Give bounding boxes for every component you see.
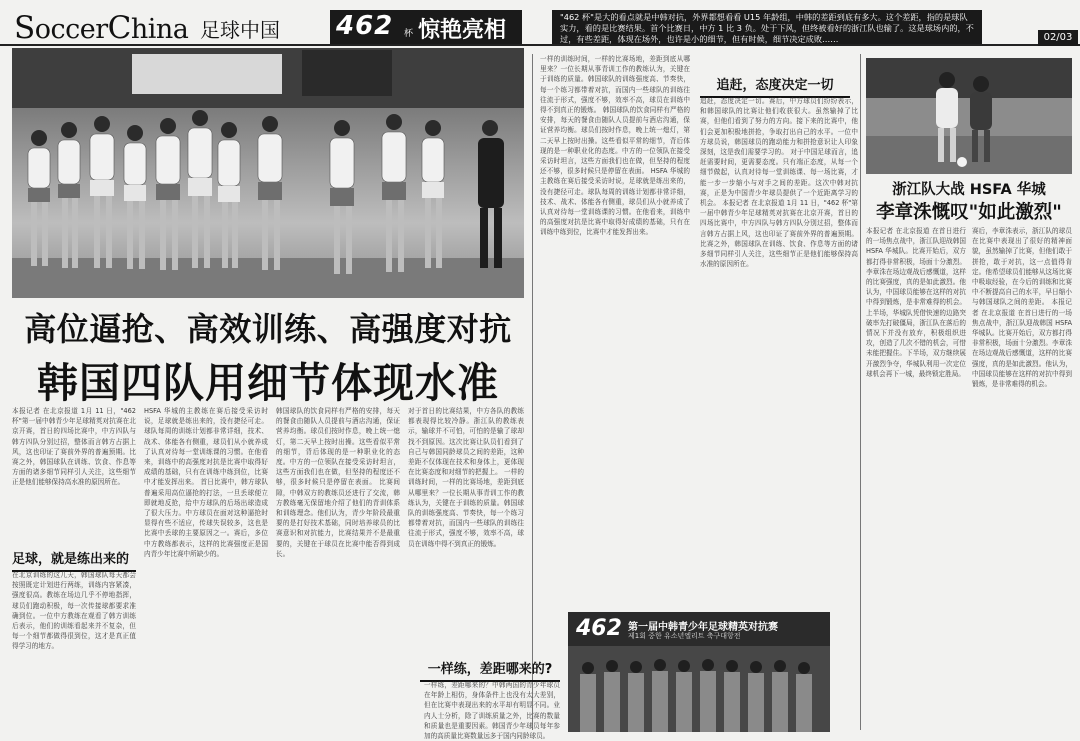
article-column-6	[700, 96, 858, 610]
article-column-5b-text: 韩国球队的饮食同样有严格的安排，每天的餐食由随队人员提前与酒店沟通，保证营养均衡。球员们按时作息，晚上统一熄灯，第二天早上按时出操。这些看似平常的细节，背后体现的是一种职业化的态度。中方的一位领队在接受采访时坦言，这些方面我们也在做，但坚持的程度还不够，很多时候只是停留在表面。	[540, 106, 691, 176]
column-rule-right	[860, 54, 861, 730]
article-column-4-text: 对于首日的比赛结果，中方各队的教练都表现得比较冷静。浙江队的教练表示，输球并不可怕，可怕的是输了球却找不到原因。这次比赛让队员们看到了自己与韩国同龄球员之间的差距，这种差距不仅体现在技术和身体上，更体现在比赛态度和对细节的把握上。	[408, 407, 524, 477]
ad-number: 462	[576, 616, 622, 641]
article-column-5-text: 一样的训练时间，一样的比赛场地，差距到底从哪里来？一位长期从事青训工作的教练认为，关键在于训练的质量。韩国球队的训练强度高、节奏快，每一个练习都带着对抗，而国内一些球队的训练往往流于形式，强度不够，效率不高，球员在训练中得不到真正的锻炼。	[540, 55, 690, 115]
article-column-5	[540, 54, 690, 610]
banner-number: 462	[336, 11, 394, 41]
right-column-1-text: 本报记者 在北京报道 在首日进行的一场焦点战中，浙江队迎战韩国 HSFA 华城队。比赛开始后，双方都打得非常积极，场面十分激烈。李章洙在场边观战后感慨道，这样的比赛强度，真的是如此激烈。他认为，中国球员能够在这样的对抗中得到锻炼，是非常难得的机会。	[866, 227, 966, 307]
article-column-1: 本报记者 在北京报道 1月 11 日，"462 杯"第一届中韩青少年足球精英对抗赛在北京开赛，首日的四场比赛中，中方四队与韩方四队分别过招，整体而言韩方占据上风，这也印证了赛前外界的普遍预期。比赛之外，韩国球队在训练、饮食、作息等方面的诸多细节同样引人关注，这些细节正是他们能够保持高水准的原因所在。	[12, 407, 136, 487]
team-group-photo	[568, 612, 830, 732]
article-column-6c-text: 本报记者 在北京报道 1月 11 日，"462 杯"第一届中韩青少年足球精英对抗赛在北京开赛，首日的四场比赛中，中方四队与韩方四队分别过招，整体而言韩方占据上风，这也印证了赛前外界的普遍预期。比赛之外，韩国球队在训练、饮食、作息等方面的诸多细节同样引人关注，这些细节正是他们能够保持高水准的原因所在。	[700, 199, 858, 269]
zhejiang-subheading: 浙江队大战 HSFA 华城	[892, 182, 1046, 198]
article-column-6b-text: 对于中国足球而言，追赶需要时间，更需要态度。只有端正态度，从每一个细节做起，认真对待每一堂训练课、每一场比赛，才能一步一步缩小与对手之间的差距。这次中韩对抗赛，正是为中国青少年球员提供了一个近距离学习的机会。	[700, 148, 859, 208]
banner-title: 惊艳亮相	[418, 18, 507, 43]
section-heading-chase: 追赶，态度决定一切	[700, 74, 850, 98]
zhejiang-headline: 李章洙慨叹"如此激烈"	[876, 202, 1062, 223]
article-column-3-text: 韩国球队的饮食同样有严格的安排，每天的餐食由随队人员提前与酒店沟通，保证营养均衡。球员们按时作息，晚上统一熄灯，第二天早上按时出操。这些看似平常的细节，背后体现的是一种职业化的态度。中方的一位领队在接受采访时坦言，这些方面我们也在做，但坚持的程度还不够，很多时候只是停留在表面。	[276, 407, 400, 487]
column-rule	[532, 54, 533, 730]
right-column-2b-text: 本报记者 在北京报道 在首日进行的一场焦点战中，浙江队迎战韩国 HSFA 华城队。比赛开始后，双方都打得非常积极，场面十分激烈。李章洙在场边观战后感慨道，这样的比赛强度，真的是如此激烈。他认为，中国球员能够在这样的对抗中得到锻炼，是非常难得的机会。	[972, 298, 1072, 389]
issue-info-icon	[988, 12, 1040, 44]
article-column-5c-text: HSFA 华城的主教练在赛后接受采访时说，足球就是练出来的，没有捷径可走。球队每周的训练计划都非常详细，技术、战术、体能各有侧重，球员们从小就养成了认真对待每一堂训练课的习惯。在他看来，训练中的高强度对抗是比赛中取得好成绩的基础，只有在训练中练到位，比赛中才能发挥出来。	[540, 167, 690, 237]
article-column-2	[144, 406, 268, 732]
section-heading-gap: 一样练，差距哪来的?	[420, 658, 560, 682]
masthead	[0, 0, 1080, 46]
right-column-2-text: 赛后，李章洙表示，浙江队的球员在比赛中表现出了很好的精神面貌，虽然输掉了比赛，但他们敢于拼抢，敢于对抗，这一点值得肯定。他希望球员们能够从这场比赛中吸取经验，在今后的训练和比赛中不断提高自己的水平，早日缩小与韩国球队之间的差距。	[972, 227, 1072, 307]
article-column-1b: 在北京训练的这几天，韩国球队每天都会按照既定计划进行两练，训练内容紧凑，强度很高。教练在场边几乎不停地指挥，球员们跑动积极，每一次传接球都要求准确到位。一位中方教练在观看了韩方训练后表示，他们的训练看起来并不复杂，但每一个细节都做得很到位，这才是真正值得学习的地方。	[12, 571, 136, 651]
article-column-6-text: 追赶，态度决定一切。赛后，中方球员们纷纷表示，和韩国球队的比赛让他们收获很大。虽然输掉了比赛，但他们看到了努力的方向。接下来的比赛中，他们会更加积极地拼抢，争取打出自己的水平。一位中方球员说，韩国球员的跑动能力和拼抢意识让人印象深刻，这是我们需要学习的。	[700, 97, 858, 157]
right-column-1	[866, 226, 966, 732]
page-number: 02/03	[1038, 30, 1078, 46]
headline-main: 韩国四队用细节体现水准	[37, 359, 499, 407]
article-column-gap: 一样练，差距哪来的？中韩两国的青少年球员在年龄上相仿，身体条件上也没有太大差别，但在比赛中表现出来的水平却有明显不同。业内人士分析，除了训练质量之外，比赛的数量和质量也是重要因素。韩国青少年球员每年参加的高质量比赛数量远多于国内同龄球员。	[424, 681, 560, 741]
lead-summary: "462 杯"是大的看点就是中韩对抗，外界都想看看 U15 年龄组，中韩的差距到底有多大。这个差距，指的是球队实力，看的是比赛结果。首个比赛日，中方 1 比 3 负。处于下风，但终被看好的浙江队也输了。这是球场内的，不过，有些差距，体现在场外，也许是小的细节，但有时候，细节决定成败……	[552, 10, 982, 44]
logo-chinese-title: 足球中国	[200, 18, 280, 42]
cup-banner	[330, 10, 522, 44]
soccer-china-logo: SoccerChina	[14, 10, 189, 46]
main-match-photo	[12, 48, 524, 298]
zhejiang-match-photo	[866, 58, 1072, 174]
article-column-4b-text: 一样的训练时间，一样的比赛场地，差距到底从哪里来？一位长期从事青训工作的教练认为，关键在于训练的质量。韩国球队的训练强度高、节奏快，每一个练习都带着对抗，而国内一些球队的训练往往流于形式，强度不够，效率不高，球员在训练中得不到真正的锻炼。	[408, 468, 524, 548]
article-column-3	[276, 406, 400, 732]
headline-subtitle: 高位逼抢、高效训练、高强度对抗	[24, 310, 512, 348]
article-column-2-text: HSFA 华城的主教练在赛后接受采访时说，足球就是练出来的，没有捷径可走。球队每周的训练计划都非常详细，技术、战术、体能各有侧重，球员们从小就养成了认真对待每一堂训练课的习惯。在他看来，训练中的高强度对抗是比赛中取得好成绩的基础，只有在训练中练到位，比赛中才能发挥出来。	[144, 407, 268, 487]
article-column-3b-text: 比赛间隙，中韩双方的教练员还进行了交流，韩方教练毫无保留地介绍了他们的青训体系和训练理念。他们认为，青少年阶段最重要的是打好技术基础，同时培养球员的比赛意识和对抗能力，比赛结果并不是最重要的，关键在于球员在比赛中能否得到成长。	[276, 478, 401, 558]
ad-title-cn: 第一届中韩青少年足球精英对抗赛	[628, 622, 778, 633]
article-column-2b-text: 首日比赛中，韩方球队普遍采用高位逼抢的打法，一旦丢球便立即就地反抢，给中方球队的后场出球造成了很大压力。中方球员在面对这种逼抢时显得有些不适应，传球失误较多，这也是比赛中丢球的主要原因之一。赛后，多位中方教练都表示，这样的比赛强度正是国内青少年比赛中所缺少的。	[144, 478, 269, 558]
section-heading-practice: 足球，就是练出来的	[12, 548, 136, 572]
ad-title-kr: 제1회 중한 유소년엘리트 축구대항전	[628, 632, 741, 640]
banner-cup: 杯	[404, 29, 414, 39]
right-column-2	[972, 226, 1072, 732]
right-column-1b-text: 上半场，华城队凭借快速的边路突破率先打破僵局，浙江队在落后的情况下并没有放弃，积极组织进攻，创造了几次不错的机会，可惜未能把握住。下半场，双方继续展开激烈争夺，华城队利用一次定位球机会再下一城，最终锁定胜局。	[866, 308, 966, 378]
